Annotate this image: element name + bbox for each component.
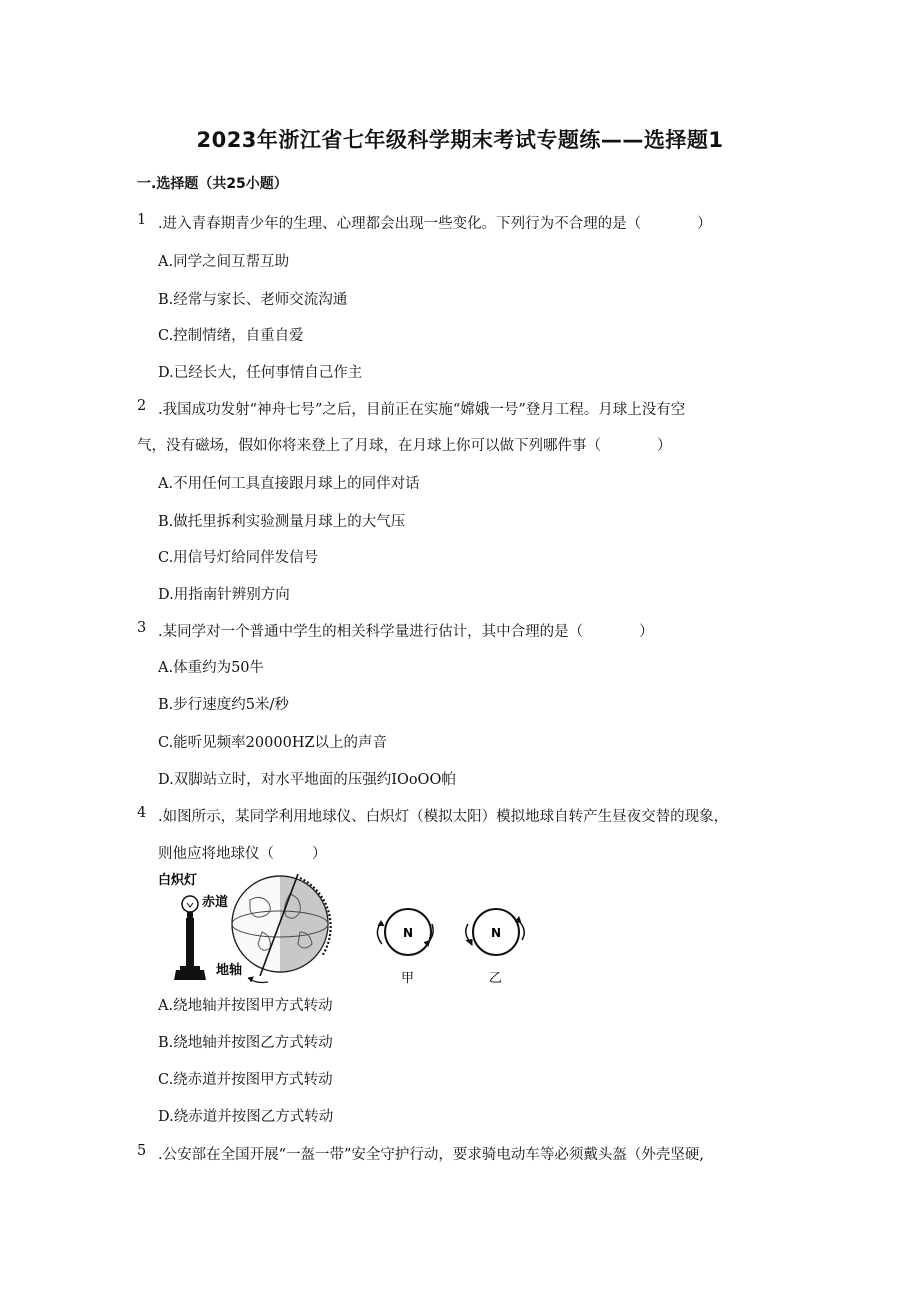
lamp-label: 白炽灯 [158, 873, 198, 888]
option-d: D.绕赤道并按图乙方式转动 [158, 1109, 334, 1125]
question-number: 1 [137, 212, 147, 228]
page-title: 2023年浙江省七年级科学期末考试专题练——选择题1 [196, 128, 724, 152]
question-text: .公安部在全国开展“一盔一带”安全守护行动，要求骑电动车等必须戴头盔（外壳坚硬, [158, 1147, 705, 1163]
option-a: A.同学之间互帮互助 [158, 254, 290, 270]
option-d: D.已经长大，任何事情自己作主 [158, 365, 363, 381]
question-text-continued: 则他应将地球仪（ ） [158, 846, 327, 862]
option-b: B.步行速度约5米/秒 [158, 697, 289, 713]
question-number: 2 [137, 398, 147, 414]
option-c: C.用信号灯给同伴发信号 [158, 550, 319, 566]
option-c: C.控制情绪，自重自爱 [158, 328, 304, 344]
north-label-yi: N [490, 926, 502, 940]
option-b: B.绕地轴并按图乙方式转动 [158, 1035, 333, 1051]
option-c: C.绕赤道并按图甲方式转动 [158, 1072, 333, 1088]
axis-label: 地轴 [216, 963, 243, 978]
option-c: C.能听见频率20000HZ以上的声音 [158, 735, 388, 751]
globe-icon [232, 874, 331, 983]
question-text: .我国成功发射“神舟七号”之后，目前正在实施“嫦娥一号”登月工程。月球上没有空 [158, 402, 686, 418]
north-label-jia: N [402, 926, 414, 940]
option-b: B.做托里拆利实验测量月球上的大气压 [158, 514, 406, 530]
question-text-continued: 气，没有磁场，假如你将来登上了月球，在月球上你可以做下列哪件事（ ） [137, 438, 672, 454]
earth-rotation-figure [150, 866, 560, 991]
question-text: .某同学对一个普通中学生的相关科学量进行估计，其中合理的是（ ） [158, 624, 654, 640]
equator-label: 赤道 [202, 895, 229, 910]
option-a: A.不用任何工具直接跟月球上的同伴对话 [158, 476, 420, 492]
question-number: 5 [137, 1143, 147, 1159]
option-d: D.用指南针辨别方向 [158, 587, 290, 603]
label-jia: 甲 [401, 971, 415, 986]
option-a: A.绕地轴并按图甲方式转动 [158, 998, 333, 1014]
question-number: 4 [137, 805, 147, 821]
option-b: B.经常与家长、老师交流沟通 [158, 292, 348, 308]
question-text: .进入青春期青少年的生理、心理都会出现一些变化。下列行为不合理的是（ ） [158, 216, 712, 232]
option-a: A.体重约为50牛 [158, 660, 265, 676]
question-number: 3 [137, 620, 147, 636]
section-heading: 一.选择题（共25小题） [137, 176, 288, 192]
option-d: D.双脚站立时，对水平地面的压强约IOoOO帕 [158, 772, 456, 788]
label-yi: 乙 [489, 971, 503, 986]
question-text: .如图所示，某同学利用地球仪、白炽灯（模拟太阳）模拟地球自转产生昼夜交替的现象， [158, 809, 729, 825]
